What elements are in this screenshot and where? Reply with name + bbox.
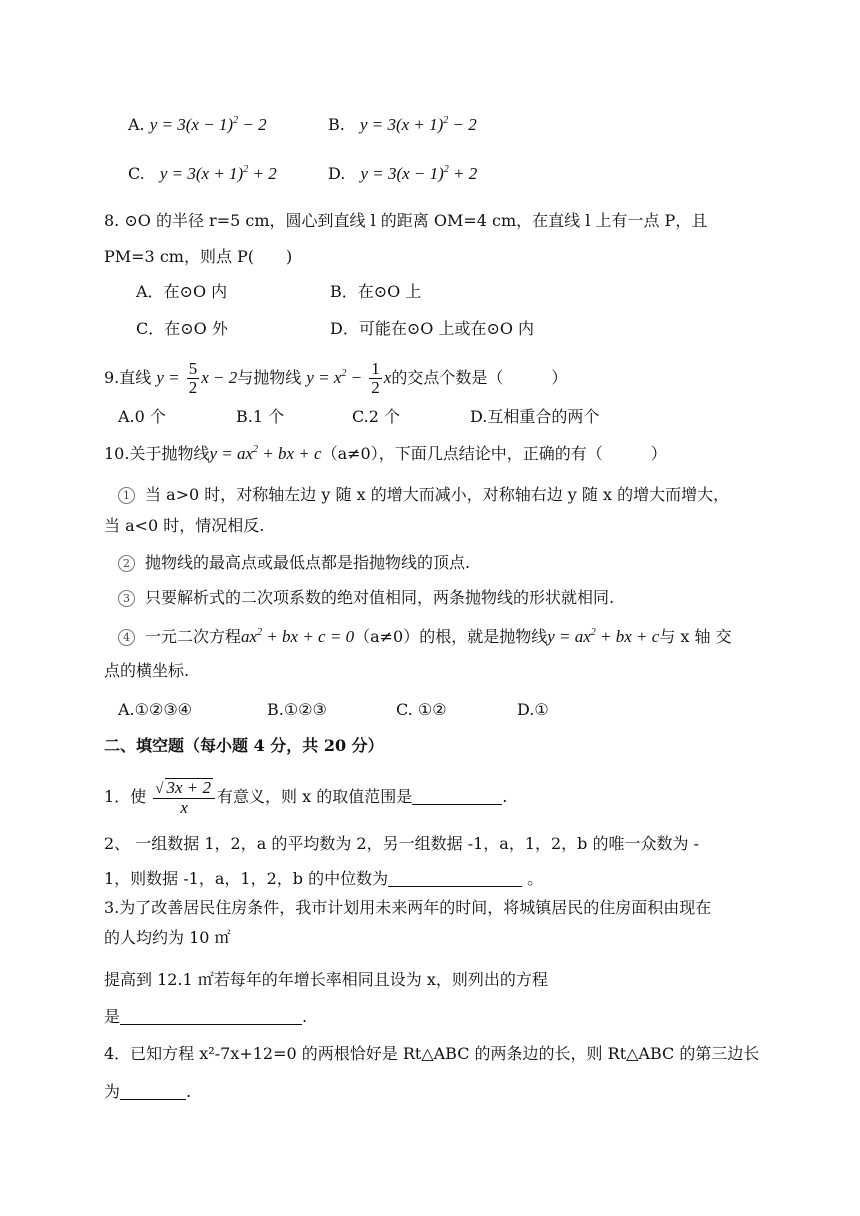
q7-option-a-formula: $y = 3(x - 1)^2 - 2$: [149, 115, 267, 134]
q10-number-1-icon: 1: [118, 487, 135, 504]
q7-option-b-formula: $y = 3(x + 1)^2 - 2$: [359, 115, 477, 134]
q9-option-d: D.互相重合的两个: [470, 407, 600, 426]
q10-statement-4-cont: 点的横坐标.: [104, 661, 190, 680]
q10-statement-3: 3 只要解析式的二次项系数的绝对值相同，两条抛物线的形状就相同.: [118, 587, 614, 609]
fill3-answer-blank[interactable]: [120, 1008, 302, 1025]
fill1-fraction: $\frac{√ 3x + 2}{x}$: [153, 778, 215, 817]
q9-option-b: B.1 个: [236, 407, 285, 426]
fill-question-4-line2: 为 .: [104, 1082, 192, 1101]
q7-option-c: C. $y = 3(x + 1)^2 + 2$: [128, 164, 277, 183]
q7-option-c-formula: $y = 3(x + 1)^2 + 2$: [159, 164, 277, 183]
q10-statement-2: 2 抛物线的最高点或最低点都是指抛物线的顶点.: [118, 552, 470, 574]
q8-stem-line2: PM=3 cm，则点 P( ): [104, 247, 293, 266]
q10-option-a: A.①②③④: [118, 700, 193, 719]
fill-question-3-line2: 的人均约为 10 ㎡: [104, 928, 231, 947]
q7-option-d-formula: $y = 3(x - 1)^2 + 2$: [360, 164, 478, 183]
q10-option-c: C. ①②: [396, 700, 447, 719]
q8-option-b: B．在⊙O 上: [330, 282, 422, 301]
q9-option-a: A.0 个: [118, 407, 166, 426]
q7-option-b: B. $y = 3(x + 1)^2 - 2$: [328, 115, 477, 134]
q9-fraction-1-2: $\frac{1}{2}$: [371, 359, 380, 397]
fill-question-1: 1．使 $\frac{√ 3x + 2}{x}$ 有意义，则 x 的取值范围是 .: [104, 778, 508, 817]
fill1-answer-blank[interactable]: [412, 788, 502, 805]
q8-stem-line1: 8. ⊙O 的半径 r=5 cm，圆心到直线 l 的距离 OM=4 cm，在直线 l 上有一点 P，且: [104, 211, 708, 230]
fill4-answer-blank[interactable]: [120, 1083, 186, 1100]
fill-question-2-line1: 2、 一组数据 1，2，a 的平均数为 2，另一组数据 -1，a，1，2，b 的唯一众数为 -: [104, 834, 699, 853]
fill-question-3-line4: 是 .: [104, 1007, 308, 1026]
fill-question-3-line3: 提高到 12.1 ㎡若每年的年增长率相同且设为 x，则列出的方程: [104, 970, 548, 989]
q7-option-d: D. $y = 3(x - 1)^2 + 2$: [328, 164, 478, 183]
q10-number-2-icon: 2: [118, 555, 135, 572]
q8-option-d: D．可能在⊙O 上或在⊙O 内: [330, 319, 535, 338]
q10-formula: $y = ax^2$ + bx + c: [209, 444, 322, 463]
q8-option-c: C．在⊙O 外: [136, 319, 228, 338]
q9-option-c: C.2 个: [352, 407, 401, 426]
q10-number-3-icon: 3: [118, 590, 135, 607]
q10-statement-1: 1 当 a>0 时，对称轴左边 y 随 x 的增大而减小，对称轴右边 y 随 x 的增大而增大，: [118, 484, 729, 506]
q10-number-4-icon: 4: [118, 629, 135, 646]
fill-question-3-line1: 3.为了改善居民住房条件，我市计划用未来两年的时间，将城镇居民的住房面积由现在: [104, 898, 712, 917]
fill-question-4-line1: 4．已知方程 x²-7x+12=0 的两根恰好是 Rt△ABC 的两条边的长，则 Rt△ABC 的第三边长: [104, 1044, 760, 1063]
q10-option-d: D.①: [517, 700, 549, 719]
q9-fraction-5-2: $\frac{5}{2}$: [188, 359, 198, 397]
q10-stem: 10.关于抛物线$y = ax^2$ + bx + c（a≠0），下面几点结论中，正确的有（ ）: [104, 444, 667, 463]
q7-option-a: A. $y = 3(x - 1)^2 - 2$: [128, 115, 267, 134]
q10-statement-1-cont: 当 a<0 时，情况相反.: [104, 516, 265, 535]
q10-statement-4: 4 一元二次方程$ax^2$ + bx + c = 0（a≠0）的根，就是抛物线$y = ax^2$ + bx + c与 x 轴 交: [118, 626, 732, 648]
q8-option-a: A．在⊙O 内: [136, 282, 228, 301]
fill2-answer-blank[interactable]: [388, 870, 522, 887]
q10-option-b: B.①②③: [267, 700, 327, 719]
fill-question-2-line2: 1，则数据 -1，a，1，2，b 的中位数为 。: [104, 869, 544, 888]
q9-stem: 9.直线 y = $\frac{5}{2}$ x − 2与抛物线 $y = x^2$ − $\frac{1}{2}$ x的交点个数是（ ）: [104, 359, 568, 397]
section-title: 二、填空题（每小题 4 分，共 20 分）: [104, 736, 384, 755]
